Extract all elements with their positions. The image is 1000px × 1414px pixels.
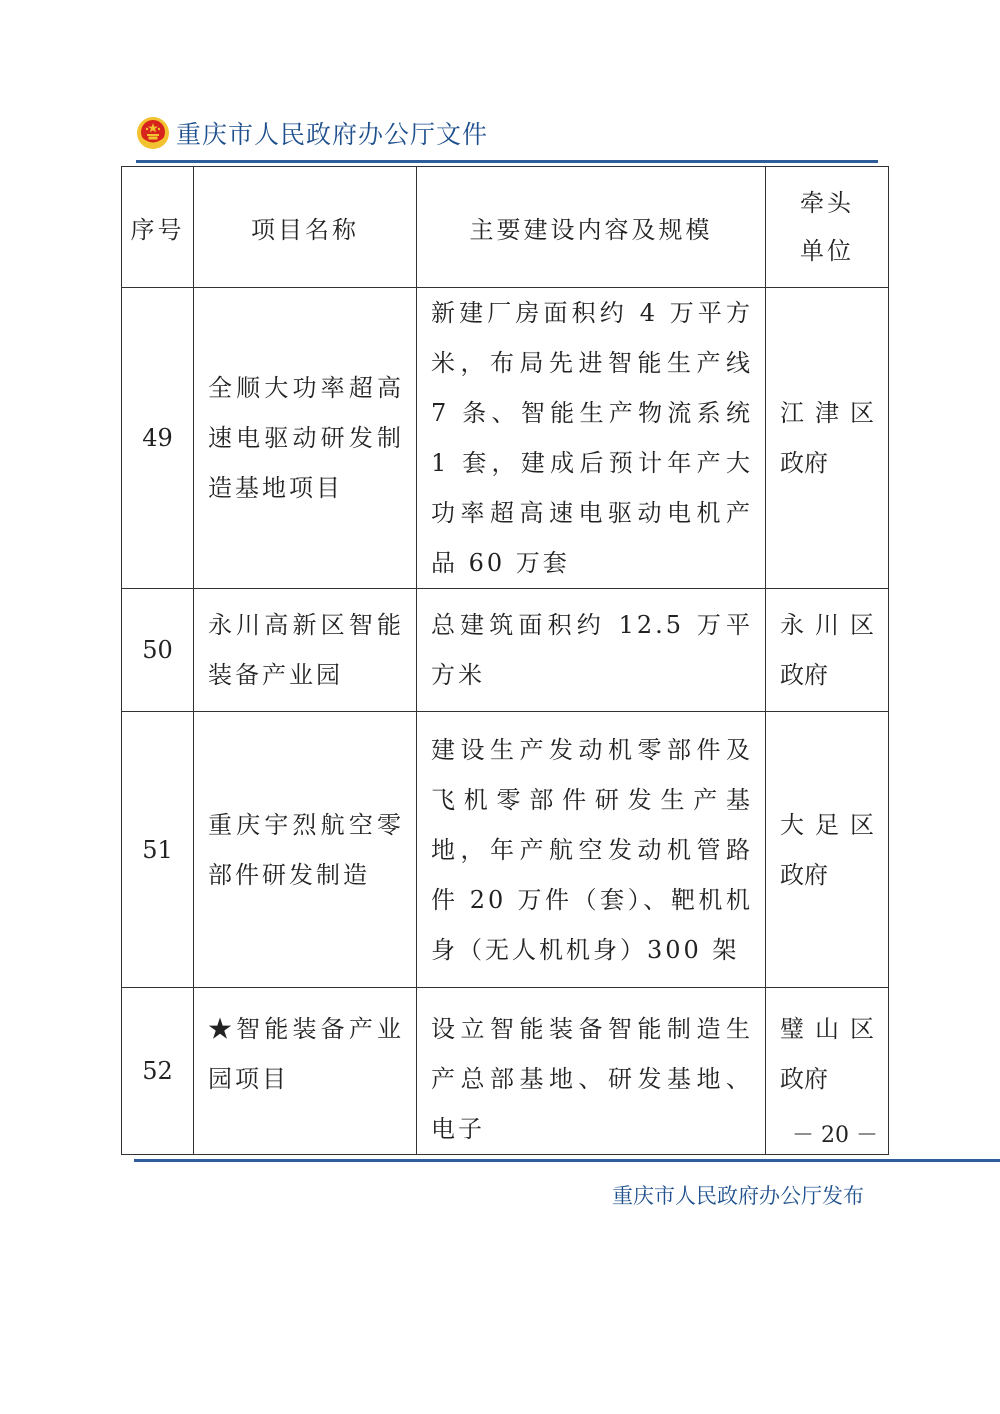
project-table [121,166,889,1155]
table-row [122,288,889,589]
row-number: 50 [122,589,194,712]
table-row [122,589,889,712]
lead-unit: 璧 山 区 政府 [780,1015,874,1093]
project-name: ★智能装备产业园项目 [208,1015,404,1093]
project-content: 建设生产发动机零部件及飞机零部件研发生产基地，年产航空发动机管路件 20 万件（套）、靶机机身（无人机机身）300 架 [431,735,753,964]
national-emblem-icon [136,116,170,150]
row-number: 52 [122,988,194,1155]
page-number: － 20 － [792,1123,878,1148]
project-content: 总建筑面积约 12.5 万平方米 [431,611,753,689]
footer-divider [134,1159,1000,1162]
row-number: 49 [122,288,194,589]
header-divider [136,160,878,163]
header-title: 重庆市人民政府办公厅文件 [176,120,489,149]
column-header-unit: 牵头单位 [766,167,889,288]
column-header-no: 序号 [122,167,194,288]
table-row [122,988,889,1155]
lead-unit: 永 川 区 政府 [780,611,874,689]
project-content: 新建厂房面积约 4 万平方米，布局先进智能生产线 7 条、智能生产物流系统 1 套，建成后预计年产大功率超高速电驱动电机产品 60 万套 [431,299,753,577]
document-header [136,113,488,153]
lead-unit: 大 足 区 政府 [780,810,874,889]
footer-publisher: 重庆市人民政府办公厅发布 [612,1184,864,1208]
column-header-content: 主要建设内容及规模 [417,167,766,288]
project-content: 设立智能装备智能制造生产总部基地、研发基地、电子 [431,1015,753,1143]
column-header-name: 项目名称 [194,167,417,288]
row-number: 51 [122,712,194,988]
table-header-row [122,167,889,288]
project-name: 永川高新区智能装备产业园 [208,611,404,689]
lead-unit: 江 津 区 政府 [780,399,874,477]
project-name: 全顺大功率超高速电驱动研发制造基地项目 [208,374,404,502]
table-row [122,712,889,988]
project-name: 重庆宇烈航空零部件研发制造 [208,810,404,889]
